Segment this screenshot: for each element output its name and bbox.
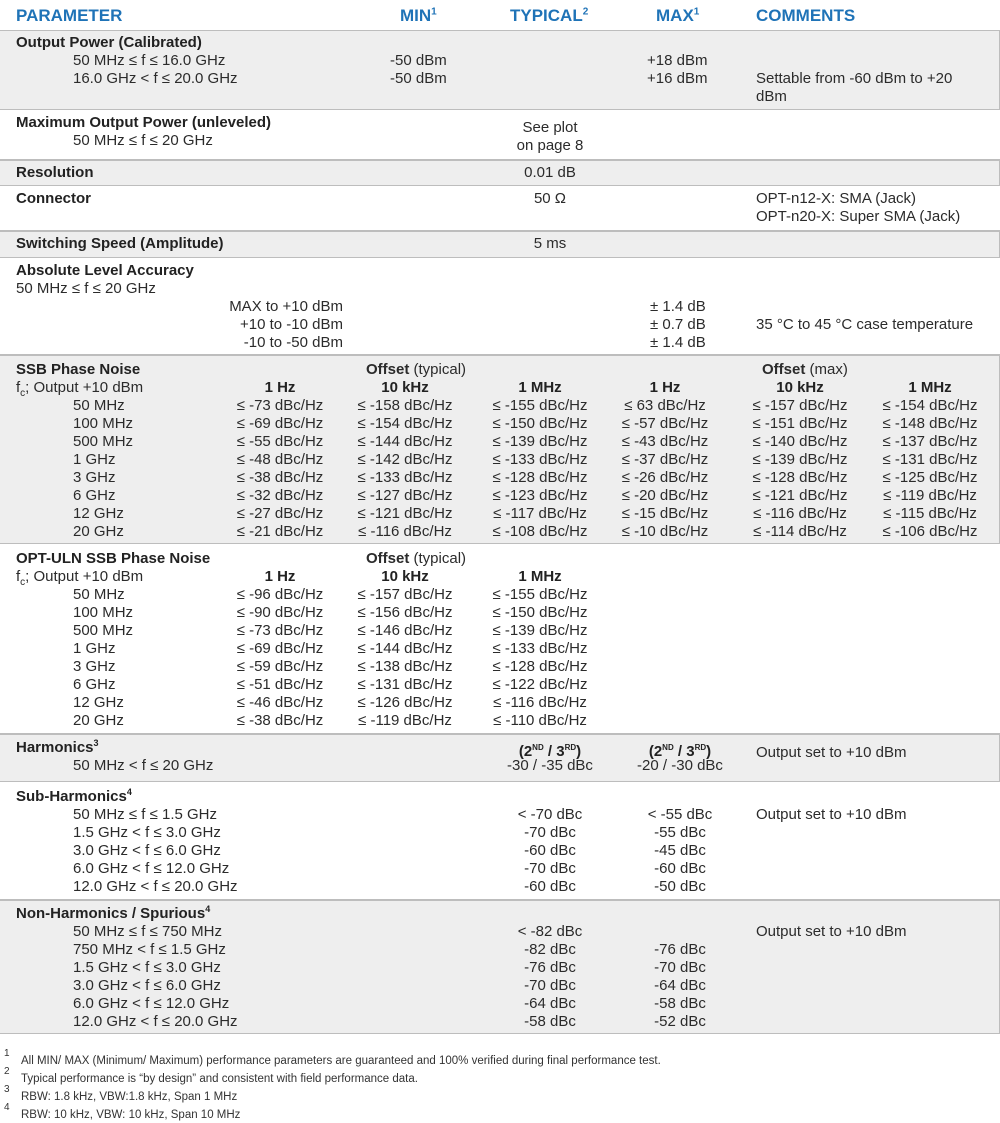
subharmonics-max: -45 dBc xyxy=(654,842,706,859)
header-max-label: MAX xyxy=(656,6,694,25)
subharmonics-max: -55 dBc xyxy=(654,824,706,841)
ssb-col-head: 1 MHz xyxy=(518,379,562,396)
ssb-value: ≤ -137 dBc/Hz xyxy=(882,433,978,450)
ssb-value: ≤ -43 dBc/Hz xyxy=(621,433,709,450)
header-min xyxy=(400,6,437,26)
uln-value: ≤ -156 dBc/Hz xyxy=(357,604,453,621)
uln-value: ≤ -126 dBc/Hz xyxy=(357,694,453,711)
ssb-value: ≤ -123 dBc/Hz xyxy=(492,487,588,504)
output-power-max-1: +18 dBm xyxy=(647,52,708,69)
uln-col-head: 1 MHz xyxy=(518,568,562,585)
ssb-freq: 50 MHz xyxy=(73,397,125,414)
subharmonics-title-sup: 4 xyxy=(126,787,132,797)
subharmonics-range: 12.0 GHz < f ≤ 20.0 GHz xyxy=(73,878,238,895)
ssb-value: ≤ -139 dBc/Hz xyxy=(492,433,588,450)
ssb-value: ≤ -139 dBc/Hz xyxy=(752,451,848,468)
ssb-value: ≤ -133 dBc/Hz xyxy=(492,451,588,468)
ssb-value: ≤ -106 dBc/Hz xyxy=(882,523,978,540)
ssb-value: ≤ -37 dBc/Hz xyxy=(621,451,709,468)
ssb-value: ≤ -114 dBc/Hz xyxy=(753,523,847,540)
ssb-value: ≤ -26 dBc/Hz xyxy=(621,469,709,486)
ssb-value: ≤ -154 dBc/Hz xyxy=(882,397,978,414)
accuracy-max-3: ± 1.4 dB xyxy=(650,334,706,351)
subharmonics-title-text: Sub-Harmonics xyxy=(16,788,127,805)
accuracy-max-2: ± 0.7 dB xyxy=(650,316,706,333)
uln-col-head: 10 kHz xyxy=(381,568,429,585)
uln-value: ≤ -51 dBc/Hz xyxy=(236,676,324,693)
uln-value: ≤ -155 dBc/Hz xyxy=(492,586,588,603)
ssb-fc-sub: c xyxy=(20,388,26,399)
uln-value: ≤ -116 dBc/Hz xyxy=(493,694,587,711)
ssb-offset-typical-rest: (typical) xyxy=(409,361,467,378)
output-power-range-2: 16.0 GHz < f ≤ 20.0 GHz xyxy=(73,70,238,87)
nonharmonics-max: -76 dBc xyxy=(654,941,706,958)
uln-value: ≤ -69 dBc/Hz xyxy=(236,640,324,657)
uln-value: ≤ -150 dBc/Hz xyxy=(492,604,588,621)
harmonics-title xyxy=(16,739,99,757)
connector-typical: 50 Ω xyxy=(533,190,567,207)
harmonics-comment: Output set to +10 dBm xyxy=(756,744,907,761)
uln-value: ≤ -144 dBc/Hz xyxy=(357,640,453,657)
subharmonics-typical: < -70 dBc xyxy=(517,806,583,823)
harmonics-title-text: Harmonics xyxy=(16,739,94,756)
uln-value: ≤ -110 dBc/Hz xyxy=(493,712,587,729)
max-output-typical-1: See plot xyxy=(522,119,578,136)
ssb-value: ≤ -151 dBc/Hz xyxy=(752,415,848,432)
ssb-value: ≤ -57 dBc/Hz xyxy=(621,415,709,432)
nonharmonics-typical: < -82 dBc xyxy=(517,923,583,940)
accuracy-range: 50 MHz ≤ f ≤ 20 GHz xyxy=(16,280,156,297)
ssb-value: ≤ -116 dBc/Hz xyxy=(358,523,452,540)
uln-fc-suffix: ; Output +10 dBm xyxy=(25,568,144,585)
ssb-freq: 12 GHz xyxy=(73,505,124,522)
resolution-title: Resolution xyxy=(16,164,94,181)
header-comments: COMMENTS xyxy=(756,6,856,25)
subharmonics-max: -60 dBc xyxy=(654,860,706,877)
uln-value: ≤ -96 dBc/Hz xyxy=(236,586,324,603)
accuracy-level-2: +10 to -10 dBm xyxy=(240,316,343,333)
ssb-value: ≤ -15 dBc/Hz xyxy=(621,505,709,522)
ssb-value: ≤ -140 dBc/Hz xyxy=(752,433,848,450)
uln-offset-typical xyxy=(366,550,466,568)
ssb-value: ≤ -27 dBc/Hz xyxy=(236,505,324,522)
output-power-range-1: 50 MHz ≤ f ≤ 16.0 GHz xyxy=(73,52,226,69)
ssb-col-head: 10 kHz xyxy=(381,379,429,396)
ssb-freq: 20 GHz xyxy=(73,523,124,540)
ssb-value: ≤ -155 dBc/Hz xyxy=(492,397,588,414)
harmonics-typical-head: (2ND / 3RD) xyxy=(518,743,582,760)
harmonics-max-head: (2ND / 3RD) xyxy=(648,743,712,760)
subharmonics-typical: -70 dBc xyxy=(524,860,576,877)
footnote-text: RBW: 1.8 kHz, VBW:1.8 kHz, Span 1 MHz xyxy=(21,1091,238,1103)
uln-value: ≤ -122 dBc/Hz xyxy=(492,676,588,693)
subharmonics-comment: Output set to +10 dBm xyxy=(756,806,907,823)
uln-value: ≤ -73 dBc/Hz xyxy=(236,622,324,639)
accuracy-title: Absolute Level Accuracy xyxy=(16,262,194,279)
nonharmonics-title-text: Non-Harmonics / Spurious xyxy=(16,905,206,922)
output-power-min-2: -50 dBm xyxy=(390,70,447,87)
ssb-value: ≤ -144 dBc/Hz xyxy=(357,433,453,450)
uln-freq: 6 GHz xyxy=(73,676,116,693)
header-typical-label: TYPICAL xyxy=(510,6,583,25)
subharmonics-max: < -55 dBc xyxy=(647,806,713,823)
harmonics-range: 50 MHz < f ≤ 20 GHz xyxy=(73,757,214,774)
subharmonics-typical: -60 dBc xyxy=(524,878,576,895)
uln-value: ≤ -131 dBc/Hz xyxy=(357,676,453,693)
output-power-comment-1: Settable from -60 dBm to +20 xyxy=(756,70,953,87)
switching-typical: 5 ms xyxy=(533,235,567,252)
footnote-number: 4 xyxy=(4,1102,10,1113)
ssb-freq: 1 GHz xyxy=(73,451,116,468)
max-output-typical-2: on page 8 xyxy=(516,137,584,154)
nonharmonics-typical: -58 dBc xyxy=(524,1013,576,1030)
harmonics-max: -20 / -30 dBc xyxy=(637,757,723,774)
output-power-comment-2: dBm xyxy=(756,88,787,105)
ssb-value: ≤ -133 dBc/Hz xyxy=(357,469,453,486)
uln-fc-sub: c xyxy=(20,577,26,588)
switching-title: Switching Speed (Amplitude) xyxy=(16,235,224,252)
ssb-value: ≤ -157 dBc/Hz xyxy=(752,397,848,414)
subharmonics-range: 50 MHz ≤ f ≤ 1.5 GHz xyxy=(73,806,218,823)
uln-freq: 12 GHz xyxy=(73,694,124,711)
ssb-value: ≤ -55 dBc/Hz xyxy=(236,433,324,450)
ssb-fc-suffix: ; Output +10 dBm xyxy=(25,379,144,396)
max-output-title: Maximum Output Power (unleveled) xyxy=(16,114,272,131)
ssb-value: ≤ -121 dBc/Hz xyxy=(357,505,453,522)
ssb-value: ≤ -48 dBc/Hz xyxy=(236,451,324,468)
uln-value: ≤ -119 dBc/Hz xyxy=(358,712,452,729)
uln-value: ≤ -157 dBc/Hz xyxy=(357,586,453,603)
footnote-text: RBW: 10 kHz, VBW: 10 kHz, Span 10 MHz xyxy=(21,1109,241,1121)
nonharmonics-range: 50 MHz ≤ f ≤ 750 MHz xyxy=(73,923,223,940)
ssb-value: ≤ -117 dBc/Hz xyxy=(493,505,587,522)
uln-value: ≤ -146 dBc/Hz xyxy=(357,622,453,639)
uln-value: ≤ -38 dBc/Hz xyxy=(236,712,324,729)
nonharmonics-typical: -76 dBc xyxy=(524,959,576,976)
ssb-freq: 500 MHz xyxy=(73,433,134,450)
accuracy-level-1: MAX to +10 dBm xyxy=(229,298,343,315)
subharmonics-max: -50 dBc xyxy=(654,878,706,895)
ssb-value: ≤ -119 dBc/Hz xyxy=(883,487,977,504)
ssb-col-head: 10 kHz xyxy=(776,379,824,396)
footnote-text: All MIN/ MAX (Minimum/ Maximum) performance parameters are guaranteed and 100% verified during final performance test. xyxy=(21,1055,661,1067)
header-parameter: PARAMETER xyxy=(16,6,123,25)
subharmonics-range: 6.0 GHz < f ≤ 12.0 GHz xyxy=(73,860,230,877)
ssb-offset-max-rest: (max) xyxy=(805,361,848,378)
ssb-col-head: 1 Hz xyxy=(264,379,296,396)
uln-value: ≤ -139 dBc/Hz xyxy=(492,622,588,639)
ssb-offset-max xyxy=(762,361,848,379)
header-max xyxy=(656,6,699,26)
ssb-value: ≤ -32 dBc/Hz xyxy=(236,487,324,504)
nonharmonics-range: 6.0 GHz < f ≤ 12.0 GHz xyxy=(73,995,230,1012)
ssb-title: SSB Phase Noise xyxy=(16,361,141,378)
nonharmonics-range: 12.0 GHz < f ≤ 20.0 GHz xyxy=(73,1013,238,1030)
uln-freq: 100 MHz xyxy=(73,604,134,621)
uln-value: ≤ -128 dBc/Hz xyxy=(492,658,588,675)
nonharmonics-max: -58 dBc xyxy=(654,995,706,1012)
header-max-sup: 1 xyxy=(693,6,700,18)
subharmonics-range: 3.0 GHz < f ≤ 6.0 GHz xyxy=(73,842,221,859)
header-min-sup: 1 xyxy=(431,6,437,18)
ssb-value: ≤ -10 dBc/Hz xyxy=(621,523,709,540)
output-power-max-2: +16 dBm xyxy=(647,70,708,87)
output-power-min-1: -50 dBm xyxy=(390,52,447,69)
nonharmonics-range: 750 MHz < f ≤ 1.5 GHz xyxy=(73,941,226,958)
footnote-number: 3 xyxy=(4,1084,10,1095)
ssb-freq: 6 GHz xyxy=(73,487,116,504)
uln-value: ≤ -90 dBc/Hz xyxy=(236,604,324,621)
ssb-fc-prefix: f xyxy=(16,379,21,396)
ssb-value: ≤ -127 dBc/Hz xyxy=(357,487,453,504)
accuracy-comment: 35 °C to 45 °C case temperature xyxy=(756,316,974,333)
header-typical xyxy=(510,6,588,26)
footnote-number: 1 xyxy=(4,1048,10,1059)
ssb-value: ≤ -38 dBc/Hz xyxy=(236,469,324,486)
subharmonics-typical: -60 dBc xyxy=(524,842,576,859)
connector-title: Connector xyxy=(16,190,91,207)
harmonics-title-sup: 3 xyxy=(93,738,99,748)
nonharmonics-max: -52 dBc xyxy=(654,1013,706,1030)
max-output-range: 50 MHz ≤ f ≤ 20 GHz xyxy=(73,132,213,149)
ssb-value: ≤ -158 dBc/Hz xyxy=(357,397,453,414)
ssb-value: ≤ 63 dBc/Hz xyxy=(624,397,706,414)
ssb-value: ≤ -20 dBc/Hz xyxy=(621,487,709,504)
connector-comment-2: OPT-n20-X: Super SMA (Jack) xyxy=(756,208,961,225)
ssb-offset-max-bold: Offset xyxy=(762,361,806,378)
uln-offset-rest: (typical) xyxy=(409,550,467,567)
subharmonics-range: 1.5 GHz < f ≤ 3.0 GHz xyxy=(73,824,221,841)
footnote-text: Typical performance is “by design” and consistent with field performance data. xyxy=(21,1073,418,1085)
harmonics-typical: -30 / -35 dBc xyxy=(507,757,593,774)
ssb-freq: 100 MHz xyxy=(73,415,134,432)
accuracy-level-3: -10 to -50 dBm xyxy=(243,334,343,351)
accuracy-max-1: ± 1.4 dB xyxy=(650,298,706,315)
uln-value: ≤ -138 dBc/Hz xyxy=(357,658,453,675)
nonharmonics-typical: -70 dBc xyxy=(524,977,576,994)
nonharmonics-range: 1.5 GHz < f ≤ 3.0 GHz xyxy=(73,959,221,976)
uln-value: ≤ -133 dBc/Hz xyxy=(492,640,588,657)
ssb-value: ≤ -154 dBc/Hz xyxy=(357,415,453,432)
ssb-freq: 3 GHz xyxy=(73,469,116,486)
ssb-value: ≤ -150 dBc/Hz xyxy=(492,415,588,432)
nonharmonics-typical: -64 dBc xyxy=(524,995,576,1012)
connector-comment-1: OPT-n12-X: SMA (Jack) xyxy=(756,190,917,207)
nonharmonics-title-sup: 4 xyxy=(205,904,211,914)
ssb-value: ≤ -69 dBc/Hz xyxy=(236,415,324,432)
ssb-value: ≤ -116 dBc/Hz xyxy=(753,505,847,522)
uln-freq: 50 MHz xyxy=(73,586,125,603)
uln-value: ≤ -46 dBc/Hz xyxy=(236,694,324,711)
uln-offset-bold: Offset xyxy=(366,550,410,567)
ssb-value: ≤ -73 dBc/Hz xyxy=(236,397,324,414)
ssb-value: ≤ -115 dBc/Hz xyxy=(883,505,977,522)
ssb-value: ≤ -21 dBc/Hz xyxy=(236,523,324,540)
uln-fc-prefix: f xyxy=(16,568,21,585)
output-power-title: Output Power (Calibrated) xyxy=(16,34,202,51)
nonharmonics-title xyxy=(16,905,210,923)
ssb-value: ≤ -142 dBc/Hz xyxy=(357,451,453,468)
subharmonics-typical: -70 dBc xyxy=(524,824,576,841)
uln-freq: 3 GHz xyxy=(73,658,116,675)
header-typical-sup: 2 xyxy=(582,6,589,18)
ssb-value: ≤ -148 dBc/Hz xyxy=(882,415,978,432)
nonharmonics-max: -64 dBc xyxy=(654,977,706,994)
uln-freq: 1 GHz xyxy=(73,640,116,657)
nonharmonics-typical: -82 dBc xyxy=(524,941,576,958)
subharmonics-title xyxy=(16,788,132,806)
uln-col-head: 1 Hz xyxy=(264,568,296,585)
footnote-number: 2 xyxy=(4,1066,10,1077)
ssb-value: ≤ -128 dBc/Hz xyxy=(492,469,588,486)
nonharmonics-max: -70 dBc xyxy=(654,959,706,976)
header-min-label: MIN xyxy=(400,6,432,25)
ssb-col-head: 1 Hz xyxy=(649,379,681,396)
ssb-value: ≤ -121 dBc/Hz xyxy=(752,487,848,504)
uln-value: ≤ -59 dBc/Hz xyxy=(236,658,324,675)
uln-freq: 20 GHz xyxy=(73,712,124,729)
ssb-value: ≤ -125 dBc/Hz xyxy=(882,469,978,486)
ssb-offset-typical-bold: Offset xyxy=(366,361,410,378)
nonharmonics-range: 3.0 GHz < f ≤ 6.0 GHz xyxy=(73,977,221,994)
uln-title: OPT-ULN SSB Phase Noise xyxy=(16,550,211,567)
uln-freq: 500 MHz xyxy=(73,622,134,639)
ssb-col-head: 1 MHz xyxy=(908,379,952,396)
ssb-value: ≤ -108 dBc/Hz xyxy=(492,523,588,540)
nonharmonics-comment: Output set to +10 dBm xyxy=(756,923,907,940)
ssb-value: ≤ -128 dBc/Hz xyxy=(752,469,848,486)
resolution-typical: 0.01 dB xyxy=(524,164,576,181)
ssb-value: ≤ -131 dBc/Hz xyxy=(882,451,978,468)
ssb-offset-typical xyxy=(366,361,466,379)
